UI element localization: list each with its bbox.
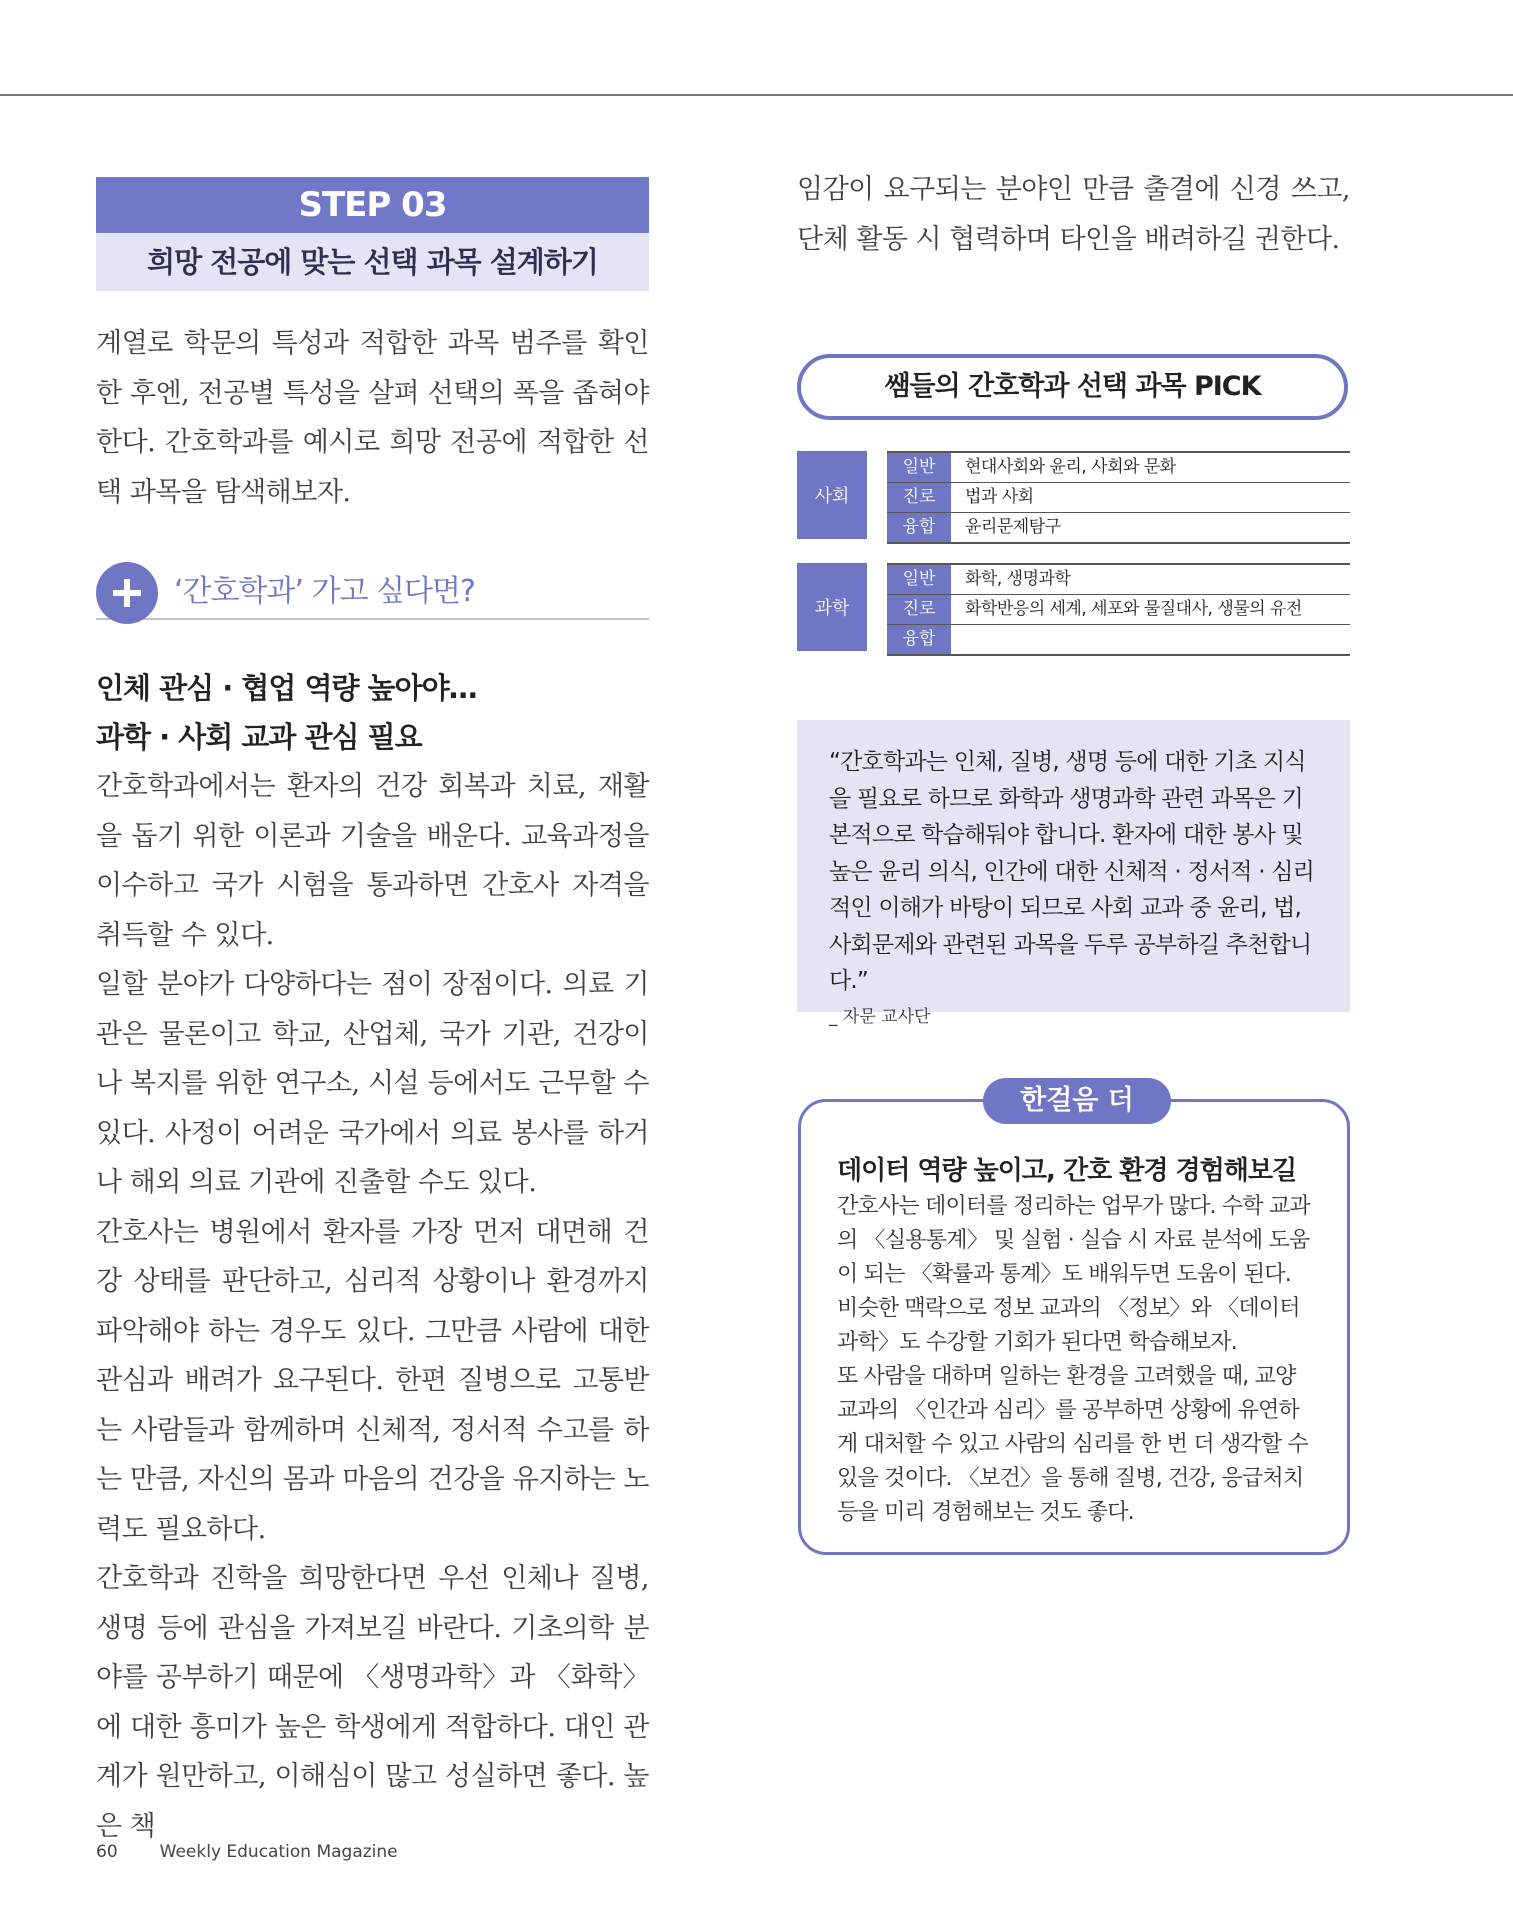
subject-tag: 일반 <box>887 565 951 594</box>
header-rule <box>0 94 1513 96</box>
page-footer <box>96 1842 398 1862</box>
one-more-step-box <box>798 1085 1350 1555</box>
subject-rows <box>887 563 1350 656</box>
subject-row <box>887 625 1350 656</box>
plus-icon <box>96 562 158 624</box>
subject-group-social <box>797 451 1350 539</box>
subject-tag: 융합 <box>887 513 951 542</box>
subject-row <box>887 565 1350 595</box>
body-paragraph-4: 간호학과 진학을 희망한다면 우선 인체나 질병, 생명 등에 관심을 가져보길 바란다. 기초의학 분야를 공부하기 때문에 〈생명과학〉과 〈화학〉에 대한 흥미가 높은 학생에게 적합하다. 대인 관계가 원만하고, 이해심이 많고 성실하면 좋다. 높은 책 <box>96 1563 649 1842</box>
subject-tag: 일반 <box>887 453 951 482</box>
section-heading-text: ‘간호학과’ 가고 싶다면? <box>174 574 475 609</box>
subject-text: 법과 사회 <box>965 487 1034 507</box>
article-subheading <box>96 664 649 762</box>
subject-text: 화학, 생명과학 <box>965 569 1071 589</box>
right-column <box>797 165 1350 264</box>
subject-text: 화학반응의 세계, 세포와 물질대사, 생물의 유전 <box>965 599 1302 619</box>
continuation-paragraph: 임감이 요구되는 분야인 만큼 출결에 신경 쓰고, 단체 활동 시 협력하며 타인을 배려하길 권한다. <box>797 174 1350 255</box>
step-label: STEP 03 <box>96 177 649 233</box>
quote-source: _ 자문 교사단 <box>829 1006 931 1027</box>
subject-row <box>887 513 1350 544</box>
subheading-line-1: 인체 관심 · 협업 역량 높아야… <box>96 671 477 705</box>
body-paragraph-3: 간호사는 병원에서 환자를 가장 먼저 대면해 건강 상태를 판단하고, 심리적 상황이나 환경까지 파악해야 하는 경우도 있다. 그만큼 사람에 대한 관심과 배려가 요구된다. 한편 질병으로 고통받는 사람들과 함께하며 신체적, 정서적 수고를 하는 만큼, 자신의 몸과 마음의 건강을 유지하는 노력도 필요하다. <box>96 1216 649 1545</box>
magazine-name: Weekly Education Magazine <box>159 1842 398 1862</box>
one-more-body: 간호사는 데이터를 정리하는 업무가 많다. 수학 교과의 〈실용통계〉 및 실험 · 실습 시 자료 분석에 도움이 되는 〈확률과 통계〉도 배워두면 도움이 된다. 비슷한 맥락으로 정보 교과의 〈정보〉와 〈데이터과학〉도 수강할 기회가 된다면 학습해보자. 또 사람을 대하며 일하는 환경을 고려했을 때, 교양 교과의 〈인간과 심리〉를 공부하면 상황에 유연하게 대처할 수 있고 사람의 심리를 한 번 더 생각할 수 있을 것이다. 〈보건〉을 통해 질병, 건강, 응급처치 등을 미리 경험해보는 것도 좋다. <box>837 1194 1310 1525</box>
body-paragraph-1: 간호학과에서는 환자의 건강 회복과 치료, 재활을 돕기 위한 이론과 기술을 배운다. 교육과정을 이수하고 국가 시험을 통과하면 간호사 자격을 취득할 수 있다. <box>96 771 649 951</box>
subject-tag: 진로 <box>887 595 951 624</box>
subject-label: 사회 <box>797 451 867 539</box>
subject-rows <box>887 451 1350 544</box>
quote-text: “간호학과는 인체, 질병, 생명 등에 대한 기초 지식을 필요로 하므로 화학과 생명과학 관련 과목은 기본적으로 학습해둬야 합니다. 환자에 대한 봉사 및 높은 윤리 의식, 인간에 대한 신체적 · 정서적 · 심리적인 이해가 바탕이 되므로 사회 교과 중 윤리, 법, 사회문제와 관련된 과목을 두루 공부하길 추천합니다.” <box>829 749 1315 994</box>
subject-tag: 융합 <box>887 625 951 654</box>
subject-text: 현대사회와 윤리, 사회와 문화 <box>965 457 1176 477</box>
subject-tag: 진로 <box>887 483 951 512</box>
step-banner <box>96 177 649 291</box>
subject-group-science <box>797 563 1350 651</box>
advisor-quote-box <box>797 720 1350 1027</box>
subject-row <box>887 483 1350 513</box>
subject-row <box>887 453 1350 483</box>
left-column <box>96 177 649 1851</box>
subject-label: 과학 <box>797 563 867 651</box>
subject-text: 윤리문제탐구 <box>965 517 1061 537</box>
page-number: 60 <box>96 1842 118 1862</box>
pick-title: 쌤들의 간호학과 선택 과목 PICK <box>797 354 1348 420</box>
subject-row <box>887 595 1350 625</box>
one-more-badge: 한걸음 더 <box>983 1078 1171 1124</box>
subheading-line-2: 과학 · 사회 교과 관심 필요 <box>96 720 422 754</box>
one-more-title: 데이터 역량 높이고, 간호 환경 경험해보길 <box>837 1156 1297 1186</box>
section-heading <box>96 562 649 620</box>
body-paragraph-2: 일할 분야가 다양하다는 점이 장점이다. 의료 기관은 물론이고 학교, 산업체, 국가 기관, 건강이나 복지를 위한 연구소, 시설 등에서도 근무할 수 있다. 사정이 어려운 국가에서 의료 봉사를 하거나 해외 의료 기관에 진출할 수도 있다. <box>96 969 649 1198</box>
intro-paragraph: 계열로 학문의 특성과 적합한 과목 범주를 확인한 후엔, 전공별 특성을 살펴 선택의 폭을 좁혀야 한다. 간호학과를 예시로 희망 전공에 적합한 선택 과목을 탐색해보자. <box>96 328 649 508</box>
step-title: 희망 전공에 맞는 선택 과목 설계하기 <box>96 233 649 291</box>
